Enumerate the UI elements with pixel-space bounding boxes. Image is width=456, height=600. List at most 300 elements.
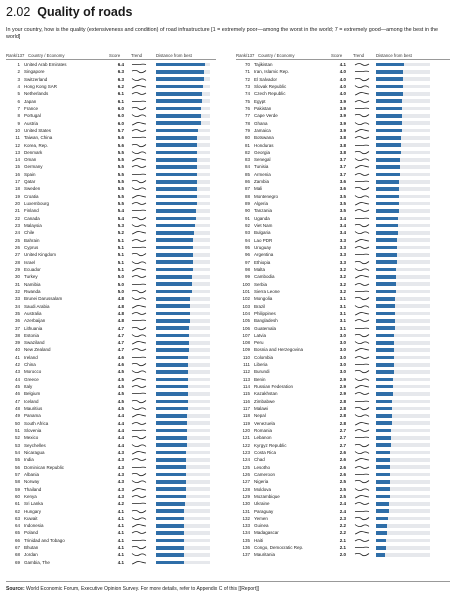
table-row bbox=[236, 420, 450, 427]
trend-sparkline-icon bbox=[354, 326, 370, 331]
trend-sparkline-icon bbox=[354, 282, 370, 287]
distance-bar-track bbox=[376, 531, 430, 535]
country-name: Taiwan, China bbox=[24, 135, 53, 141]
distance-bar-fill bbox=[156, 143, 197, 147]
country-name: Haiti bbox=[254, 537, 264, 543]
trend-sparkline-icon bbox=[354, 413, 370, 418]
rank-value: 74 bbox=[244, 91, 250, 97]
trend-sparkline-icon bbox=[131, 194, 147, 199]
rank-value: 117 bbox=[242, 406, 250, 412]
score-value: 3.0 bbox=[339, 354, 346, 360]
country-name: Mozambique bbox=[254, 493, 280, 499]
country-name: Mauritania bbox=[254, 552, 276, 558]
country-name: El Salvador bbox=[254, 76, 278, 82]
table-row bbox=[236, 398, 450, 405]
table-row bbox=[6, 544, 216, 551]
trend-sparkline-icon bbox=[354, 260, 370, 265]
score-value: 4.3 bbox=[117, 471, 124, 477]
distance-bar-track bbox=[376, 297, 430, 301]
rank-value: 110 bbox=[242, 354, 250, 360]
score-value: 3.9 bbox=[339, 120, 346, 126]
distance-bar-fill bbox=[376, 129, 402, 133]
distance-bar-track bbox=[156, 290, 210, 294]
distance-bar-track bbox=[376, 539, 430, 543]
distance-bar-fill bbox=[156, 70, 204, 74]
score-value: 4.1 bbox=[117, 537, 124, 543]
rank-value: 61 bbox=[14, 501, 20, 507]
score-value: 4.8 bbox=[117, 310, 124, 316]
table-row bbox=[236, 237, 450, 244]
table-row bbox=[6, 420, 216, 427]
table-row bbox=[236, 551, 450, 558]
country-name: Ukraine bbox=[254, 501, 270, 507]
score-value: 4.0 bbox=[339, 76, 346, 82]
score-value: 4.1 bbox=[117, 523, 124, 529]
distance-bar-fill bbox=[156, 173, 197, 177]
table-row bbox=[6, 237, 216, 244]
score-value: 5.5 bbox=[117, 157, 124, 163]
distance-bar-track bbox=[376, 509, 430, 513]
table-row bbox=[6, 537, 216, 544]
score-value: 3.1 bbox=[339, 318, 346, 324]
trend-sparkline-icon bbox=[354, 150, 370, 155]
country-name: New Zealand bbox=[24, 347, 51, 353]
table-row bbox=[236, 244, 450, 251]
distance-bar-fill bbox=[156, 334, 189, 338]
table-row bbox=[6, 412, 216, 419]
table-row bbox=[236, 500, 450, 507]
score-value: 3.1 bbox=[339, 296, 346, 302]
table-row bbox=[236, 478, 450, 485]
distance-bar-fill bbox=[156, 217, 196, 221]
table-row bbox=[6, 222, 216, 229]
score-value: 3.3 bbox=[339, 245, 346, 250]
score-value: 2.9 bbox=[339, 391, 346, 397]
country-name: Greece bbox=[24, 376, 39, 382]
distance-bar-track bbox=[376, 392, 430, 396]
trend-sparkline-icon bbox=[131, 552, 147, 557]
distance-bar-fill bbox=[156, 429, 187, 433]
country-name: Bulgaria bbox=[254, 230, 271, 236]
rank-value: 17 bbox=[14, 179, 20, 185]
distance-bar-fill bbox=[156, 487, 186, 491]
distance-bar-fill bbox=[376, 224, 398, 228]
distance-bar-fill bbox=[156, 202, 197, 206]
table-row bbox=[6, 515, 216, 522]
country-name: Pakistan bbox=[254, 105, 272, 111]
rank-value: 16 bbox=[14, 171, 20, 177]
country-name: Iran, Islamic Rep. bbox=[254, 69, 290, 75]
country-name: Nigeria bbox=[254, 479, 269, 485]
table-row bbox=[6, 390, 216, 397]
rank-value: 135 bbox=[242, 537, 250, 543]
trend-sparkline-icon bbox=[131, 274, 147, 279]
rank-value: 73 bbox=[244, 83, 250, 89]
distance-bar-fill bbox=[376, 99, 402, 103]
table-row bbox=[6, 295, 216, 302]
country-name: Nepal bbox=[254, 413, 266, 419]
country-name: United Kingdom bbox=[24, 252, 57, 258]
table-row bbox=[6, 171, 216, 178]
country-name: Mali bbox=[254, 186, 263, 192]
country-name: Lebanon bbox=[254, 435, 272, 441]
country-name: Bosnia and Herzegovina bbox=[254, 347, 304, 353]
table-row bbox=[236, 508, 450, 515]
distance-bar-fill bbox=[156, 158, 197, 162]
table-row bbox=[236, 412, 450, 419]
distance-bar-fill bbox=[376, 63, 404, 67]
table-row bbox=[236, 449, 450, 456]
table-row bbox=[6, 251, 216, 258]
distance-bar-track bbox=[376, 282, 430, 286]
distance-bar-track bbox=[376, 143, 430, 147]
rank-value: 25 bbox=[14, 237, 20, 243]
distance-bar-fill bbox=[376, 180, 399, 184]
rank-value: 125 bbox=[242, 464, 250, 470]
trend-sparkline-icon bbox=[354, 369, 370, 374]
distance-bar-track bbox=[156, 539, 210, 543]
score-value: 4.5 bbox=[117, 406, 124, 412]
score-value: 5.5 bbox=[117, 193, 124, 199]
distance-bar-track bbox=[156, 436, 210, 440]
rank-value: 42 bbox=[14, 362, 20, 368]
rank-value: 75 bbox=[244, 98, 250, 104]
table-row bbox=[236, 522, 450, 529]
country-name: Armenia bbox=[254, 171, 271, 177]
rank-value: 113 bbox=[242, 376, 250, 382]
distance-bar-fill bbox=[156, 517, 184, 521]
distance-bar-track bbox=[376, 370, 430, 374]
score-value: 4.4 bbox=[117, 442, 124, 448]
distance-bar-track bbox=[156, 180, 210, 184]
trend-sparkline-icon bbox=[354, 494, 370, 499]
trend-sparkline-icon bbox=[131, 238, 147, 243]
score-value: 4.3 bbox=[117, 486, 124, 492]
country-name: United Arab Emirates bbox=[24, 62, 67, 67]
score-value: 2.4 bbox=[339, 501, 346, 507]
distance-bar-fill bbox=[156, 495, 186, 499]
table-row bbox=[236, 434, 450, 441]
distance-bar-fill bbox=[376, 246, 397, 250]
table-row bbox=[6, 486, 216, 493]
distance-bar-track bbox=[156, 400, 210, 404]
distance-bar-fill bbox=[376, 509, 389, 513]
score-value: 5.0 bbox=[117, 274, 124, 280]
trend-sparkline-icon bbox=[131, 340, 147, 345]
score-value: 6.0 bbox=[117, 105, 124, 111]
country-name: Luxembourg bbox=[24, 201, 50, 207]
rank-value: 18 bbox=[14, 186, 20, 192]
country-name: Zimbabwe bbox=[254, 398, 275, 404]
rank-value: 87 bbox=[244, 186, 250, 192]
trend-sparkline-icon bbox=[131, 172, 147, 177]
rank-value: 67 bbox=[14, 545, 20, 551]
distance-bar-fill bbox=[156, 121, 201, 125]
country-name: China bbox=[24, 362, 36, 368]
trend-sparkline-icon bbox=[354, 421, 370, 426]
distance-bar-fill bbox=[156, 246, 193, 250]
table-row bbox=[236, 537, 450, 544]
distance-bar-fill bbox=[156, 312, 190, 316]
trend-sparkline-icon bbox=[354, 179, 370, 184]
table-row bbox=[236, 515, 450, 522]
distance-bar-track bbox=[376, 334, 430, 338]
table-row bbox=[6, 405, 216, 412]
table-row bbox=[236, 163, 450, 170]
distance-bar-fill bbox=[376, 502, 389, 506]
country-name: Denmark bbox=[24, 149, 43, 155]
country-name: Zambia bbox=[254, 179, 270, 185]
score-value: 2.0 bbox=[339, 552, 346, 558]
distance-bar-track bbox=[376, 341, 430, 345]
distance-bar-track bbox=[376, 151, 430, 155]
rank-value: 89 bbox=[244, 201, 250, 207]
rank-value: 129 bbox=[242, 493, 250, 499]
distance-bar-track bbox=[376, 421, 430, 425]
score-value: 2.6 bbox=[339, 464, 346, 470]
distance-bar-track bbox=[156, 473, 210, 477]
score-value: 3.1 bbox=[339, 310, 346, 316]
country-name: Poland bbox=[24, 530, 39, 536]
distance-bar-fill bbox=[376, 517, 388, 521]
table-row bbox=[6, 142, 216, 149]
score-value: 4.4 bbox=[117, 413, 124, 419]
distance-bar-track bbox=[156, 312, 210, 316]
trend-sparkline-icon bbox=[131, 311, 147, 316]
score-value: 3.2 bbox=[339, 266, 346, 272]
trend-sparkline-icon bbox=[354, 157, 370, 162]
rank-value: 41 bbox=[14, 354, 20, 360]
country-name: South Africa bbox=[24, 420, 49, 426]
rank-value: 72 bbox=[244, 76, 250, 82]
trend-sparkline-icon bbox=[354, 340, 370, 345]
distance-bar-track bbox=[156, 378, 210, 382]
country-name: Moldova bbox=[254, 486, 272, 492]
country-name: Cameroon bbox=[254, 471, 276, 477]
distance-bar-track bbox=[376, 502, 430, 506]
trend-sparkline-icon bbox=[354, 121, 370, 126]
distance-bar-track bbox=[156, 341, 210, 345]
rank-value: 45 bbox=[14, 384, 20, 390]
trend-sparkline-icon bbox=[354, 106, 370, 111]
distance-bar-fill bbox=[156, 465, 186, 469]
score-value: 3.5 bbox=[339, 208, 346, 214]
trend-sparkline-icon bbox=[131, 347, 147, 352]
rank-value: 68 bbox=[14, 552, 20, 558]
score-value: 3.2 bbox=[339, 288, 346, 294]
trend-sparkline-icon bbox=[131, 560, 147, 565]
distance-bar-track bbox=[156, 407, 210, 411]
score-value: 4.1 bbox=[117, 515, 124, 521]
trend-sparkline-icon bbox=[131, 479, 147, 484]
table-row bbox=[236, 215, 450, 222]
trend-sparkline-icon bbox=[354, 69, 370, 74]
score-value: 4.1 bbox=[117, 559, 124, 565]
rank-value: 5 bbox=[17, 91, 20, 97]
distance-bar-track bbox=[156, 429, 210, 433]
score-value: 3.6 bbox=[339, 186, 346, 192]
table-row bbox=[236, 142, 450, 149]
rank-value: 10 bbox=[14, 127, 20, 133]
distance-bar-track bbox=[156, 202, 210, 206]
distance-bar-track bbox=[376, 209, 430, 213]
country-name: Cambodia bbox=[254, 274, 275, 280]
distance-bar-track bbox=[156, 238, 210, 242]
table-row bbox=[236, 288, 450, 295]
distance-bar-track bbox=[156, 326, 210, 330]
rank-value: 57 bbox=[14, 471, 20, 477]
rank-value: 23 bbox=[14, 223, 20, 229]
distance-bar-fill bbox=[376, 385, 393, 389]
score-value: 3.3 bbox=[339, 259, 346, 265]
rank-value: 37 bbox=[14, 325, 20, 331]
country-name: Brazil bbox=[254, 303, 266, 309]
distance-bar-track bbox=[156, 502, 210, 506]
rank-value: 56 bbox=[14, 464, 20, 470]
trend-sparkline-icon bbox=[354, 406, 370, 411]
distance-bar-fill bbox=[156, 224, 195, 228]
distance-bar-track bbox=[376, 70, 430, 74]
distance-bar-track bbox=[376, 195, 430, 199]
country-name: Dominican Republic bbox=[24, 464, 65, 470]
country-name: Trinidad and Tobago bbox=[24, 537, 65, 543]
trend-sparkline-icon bbox=[354, 318, 370, 323]
table-row bbox=[236, 127, 450, 134]
distance-bar-track bbox=[156, 517, 210, 521]
table-row bbox=[6, 332, 216, 339]
table-row bbox=[236, 405, 450, 412]
rank-value: 65 bbox=[14, 530, 20, 536]
distance-bar-fill bbox=[376, 136, 401, 140]
rank-value: 12 bbox=[14, 142, 20, 148]
score-value: 3.0 bbox=[339, 369, 346, 375]
country-name: Mongolia bbox=[254, 296, 273, 302]
country-name: Kyrgyz Republic bbox=[254, 442, 287, 448]
rank-value: 124 bbox=[242, 457, 250, 463]
table-row bbox=[236, 229, 450, 236]
distance-bar-track bbox=[156, 363, 210, 367]
country-name: Ghana bbox=[254, 120, 268, 126]
country-name: Uganda bbox=[254, 215, 270, 221]
country-name: Paraguay bbox=[254, 508, 274, 514]
table-row bbox=[236, 529, 450, 536]
score-value: 2.1 bbox=[339, 545, 346, 551]
rank-value: 127 bbox=[242, 479, 250, 485]
distance-bar-fill bbox=[376, 173, 400, 177]
table-row bbox=[6, 105, 216, 112]
distance-bar-fill bbox=[156, 451, 186, 455]
table-row bbox=[236, 178, 450, 185]
distance-bar-track bbox=[376, 224, 430, 228]
score-value: 5.6 bbox=[117, 135, 124, 141]
country-name: Azerbaijan bbox=[24, 318, 46, 324]
trend-sparkline-icon bbox=[131, 289, 147, 294]
table-row bbox=[6, 325, 216, 332]
score-value: 2.4 bbox=[339, 508, 346, 514]
score-value: 5.4 bbox=[117, 215, 124, 221]
country-name: Sierra Leone bbox=[254, 288, 280, 294]
distance-bar-fill bbox=[156, 129, 198, 133]
country-name: Croatia bbox=[24, 193, 39, 199]
distance-bar-track bbox=[156, 304, 210, 308]
country-name: Argentina bbox=[254, 252, 274, 258]
score-value: 3.1 bbox=[339, 325, 346, 331]
country-name: Mexico bbox=[24, 435, 39, 441]
country-name: Finland bbox=[24, 208, 39, 214]
trend-sparkline-icon bbox=[354, 435, 370, 440]
distance-bar-track bbox=[156, 143, 210, 147]
score-value: 3.5 bbox=[339, 193, 346, 199]
trend-sparkline-icon bbox=[131, 69, 147, 74]
rank-value: 78 bbox=[244, 120, 250, 126]
header-rank-left: Rank/137 bbox=[6, 53, 25, 58]
distance-bar-fill bbox=[376, 546, 386, 550]
trend-sparkline-icon bbox=[354, 296, 370, 301]
distance-bar-track bbox=[376, 400, 430, 404]
country-name: Algeria bbox=[254, 201, 269, 207]
trend-sparkline-icon bbox=[131, 509, 147, 514]
trend-sparkline-icon bbox=[131, 230, 147, 235]
country-name: Austria bbox=[24, 120, 39, 126]
score-value: 6.4 bbox=[117, 62, 124, 67]
country-name: Turkey bbox=[24, 274, 38, 280]
trend-sparkline-icon bbox=[354, 186, 370, 191]
country-name: United States bbox=[24, 127, 52, 133]
table-row bbox=[6, 76, 216, 83]
distance-bar-fill bbox=[156, 561, 184, 565]
score-value: 2.2 bbox=[339, 523, 346, 529]
distance-bar-track bbox=[376, 238, 430, 242]
trend-sparkline-icon bbox=[131, 377, 147, 382]
score-value: 4.3 bbox=[117, 464, 124, 470]
country-name: Korea, Rep. bbox=[24, 142, 49, 148]
score-value: 2.3 bbox=[339, 515, 346, 521]
distance-bar-fill bbox=[376, 143, 401, 147]
country-name: Benin bbox=[254, 376, 266, 382]
score-value: 4.4 bbox=[117, 435, 124, 441]
trend-sparkline-icon bbox=[131, 62, 147, 67]
distance-bar-track bbox=[376, 546, 430, 550]
rank-value: 106 bbox=[242, 325, 250, 331]
distance-bar-fill bbox=[156, 348, 189, 352]
distance-bar-track bbox=[156, 451, 210, 455]
country-name: Botswana bbox=[254, 135, 274, 141]
score-value: 5.1 bbox=[117, 252, 124, 258]
score-value: 3.3 bbox=[339, 252, 346, 258]
country-name: Albania bbox=[24, 471, 40, 477]
trend-sparkline-icon bbox=[131, 406, 147, 411]
country-name: Kuwait bbox=[24, 515, 38, 521]
trend-sparkline-icon bbox=[131, 164, 147, 169]
distance-bar-fill bbox=[376, 121, 402, 125]
trend-sparkline-icon bbox=[354, 128, 370, 133]
rank-value: 34 bbox=[14, 303, 20, 309]
table-row bbox=[6, 310, 216, 317]
distance-bar-track bbox=[156, 195, 210, 199]
country-name: Panama bbox=[24, 413, 41, 419]
distance-bar-fill bbox=[156, 165, 197, 169]
trend-sparkline-icon bbox=[354, 552, 370, 557]
country-name: Malta bbox=[254, 266, 266, 272]
country-name: Kazakhstan bbox=[254, 391, 278, 397]
score-value: 3.4 bbox=[339, 230, 346, 236]
rank-value: 111 bbox=[243, 362, 250, 368]
rank-value: 33 bbox=[14, 296, 20, 302]
trend-sparkline-icon bbox=[354, 545, 370, 550]
distance-bar-fill bbox=[376, 290, 396, 294]
score-value: 4.0 bbox=[339, 69, 346, 75]
table-row bbox=[6, 200, 216, 207]
